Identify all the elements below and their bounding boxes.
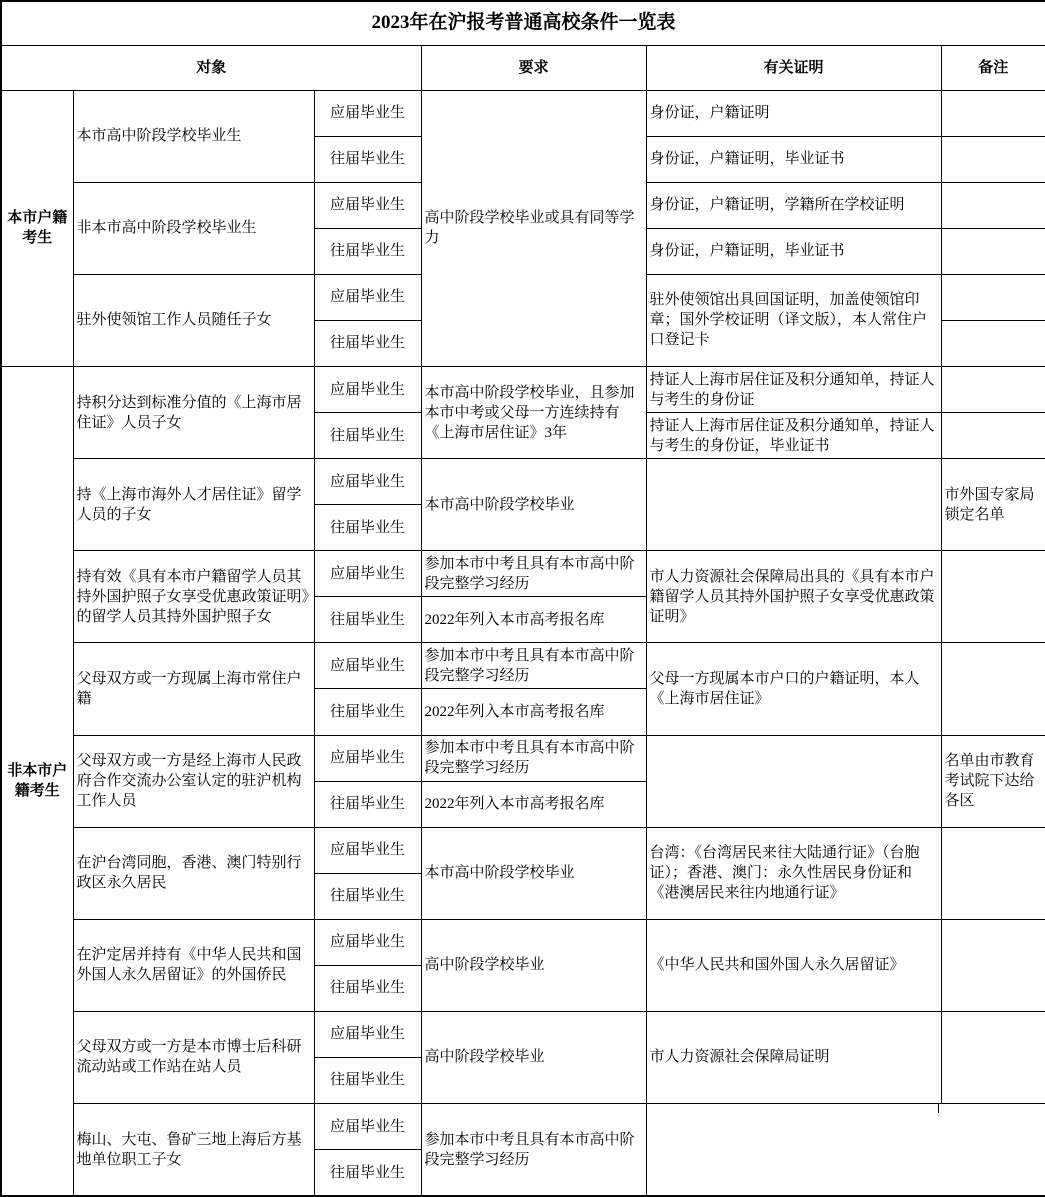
remark-cell bbox=[941, 1011, 1045, 1103]
remark-cell: 名单由市教育考试院下达给各区 bbox=[941, 735, 1045, 827]
remark-cell bbox=[941, 827, 1045, 919]
remark-cell bbox=[941, 228, 1045, 274]
certificate-cell: 身份证，户籍证明，毕业证书 bbox=[646, 136, 941, 182]
category-cell: 在沪定居并持有《中华人民共和国外国人永久居留证》的外国侨民 bbox=[73, 919, 314, 1011]
grad-type-cell: 往届毕业生 bbox=[314, 320, 421, 366]
certificate-cell: 市人力资源社会保障局证明 bbox=[646, 1011, 941, 1103]
grad-type-cell: 应届毕业生 bbox=[314, 1011, 421, 1057]
remark-cell bbox=[941, 320, 1045, 366]
category-cell: 父母双方或一方是经上海市人民政府合作交流办公室认定的驻沪机构工作人员 bbox=[73, 735, 314, 827]
category-cell: 本市高中阶段学校毕业生 bbox=[73, 90, 314, 182]
category-cell: 持《上海市海外人才居住证》留学人员的子女 bbox=[73, 459, 314, 551]
grad-type-cell: 应届毕业生 bbox=[314, 827, 421, 873]
header-remark: 备注 bbox=[941, 45, 1045, 90]
certificate-cell: 身份证，户籍证明，毕业证书 bbox=[646, 228, 941, 274]
grad-type-cell: 应届毕业生 bbox=[314, 919, 421, 965]
requirement-cell: 参加本市中考且具有本市高中阶段完整学习经历 bbox=[421, 1104, 646, 1197]
certificate-cell: 台湾：《台湾居民来往大陆通行证》（台胞证）；香港、澳门：永久性居民身份证和《港澳居民来往内地通行证》 bbox=[646, 827, 941, 919]
remark-cell: 市外国专家局锁定名单 bbox=[941, 459, 1045, 551]
grad-type-cell: 应届毕业生 bbox=[314, 643, 421, 689]
requirement-cell: 本市高中阶段学校毕业 bbox=[421, 459, 646, 551]
grad-type-cell: 应届毕业生 bbox=[314, 735, 421, 781]
grad-type-cell: 应届毕业生 bbox=[314, 1104, 421, 1150]
requirement-cell: 2022年列入本市高考报名库 bbox=[421, 781, 646, 827]
grad-type-cell: 应届毕业生 bbox=[314, 90, 421, 136]
requirement-cell: 本市高中阶段学校毕业，且参加本市中考或父母一方连续持有《上海市居住证》3年 bbox=[421, 367, 646, 459]
grad-type-cell: 应届毕业生 bbox=[314, 551, 421, 597]
grad-type-cell: 应届毕业生 bbox=[314, 367, 421, 413]
grad-type-cell: 应届毕业生 bbox=[314, 274, 421, 320]
remark-cell bbox=[941, 90, 1045, 136]
category-cell: 梅山、大屯、鲁矿三地上海后方基地单位职工子女 bbox=[73, 1104, 314, 1197]
remark-cell bbox=[941, 182, 1045, 228]
header-object: 对象 bbox=[1, 45, 421, 90]
section-label-local: 本市户籍考生 bbox=[1, 90, 73, 366]
certificate-remark-merged-cell bbox=[646, 1104, 1045, 1197]
remark-cell bbox=[941, 136, 1045, 182]
header-requirement: 要求 bbox=[421, 45, 646, 90]
remark-cell bbox=[941, 643, 1045, 735]
remark-cell bbox=[941, 551, 1045, 643]
category-cell: 非本市高中阶段学校毕业生 bbox=[73, 182, 314, 274]
remark-cell bbox=[941, 274, 1045, 320]
remark-cell bbox=[941, 367, 1045, 413]
table-title: 2023年在沪报考普通高校条件一览表 bbox=[1, 1, 1045, 45]
requirement-cell: 参加本市中考且具有本市高中阶段完整学习经历 bbox=[421, 551, 646, 597]
requirement-cell: 参加本市中考且具有本市高中阶段完整学习经历 bbox=[421, 643, 646, 689]
certificate-cell: 持证人上海市居住证及积分通知单，持证人与考生的身份证 bbox=[646, 367, 941, 413]
grad-type-cell: 往届毕业生 bbox=[314, 781, 421, 827]
grad-type-cell: 往届毕业生 bbox=[314, 873, 421, 919]
grad-type-cell: 往届毕业生 bbox=[314, 965, 421, 1011]
grad-type-cell: 往届毕业生 bbox=[314, 136, 421, 182]
certificate-cell: 驻外使领馆出具回国证明，加盖使领馆印章；国外学校证明（译文版），本人常住户口登记卡 bbox=[646, 274, 941, 366]
grad-type-cell: 往届毕业生 bbox=[314, 413, 421, 459]
grad-type-cell: 往届毕业生 bbox=[314, 689, 421, 735]
requirement-cell: 2022年列入本市高考报名库 bbox=[421, 597, 646, 643]
requirement-cell: 本市高中阶段学校毕业 bbox=[421, 827, 646, 919]
certificate-cell: 父母一方现属本市户口的户籍证明，本人《上海市居住证》 bbox=[646, 643, 941, 735]
category-cell: 父母双方或一方是本市博士后科研流动站或工作站在站人员 bbox=[73, 1011, 314, 1103]
category-cell: 父母双方或一方现属上海市常住户籍 bbox=[73, 643, 314, 735]
grad-type-cell: 应届毕业生 bbox=[314, 459, 421, 505]
grad-type-cell: 往届毕业生 bbox=[314, 1150, 421, 1196]
grad-type-cell: 往届毕业生 bbox=[314, 228, 421, 274]
category-cell: 持有效《具有本市户籍留学人员其持外国护照子女享受优惠政策证明》的留学人员其持外国护照子女 bbox=[73, 551, 314, 643]
certificate-cell bbox=[646, 735, 941, 827]
requirement-cell: 高中阶段学校毕业或具有同等学力 bbox=[421, 90, 646, 366]
grad-type-cell: 应届毕业生 bbox=[314, 182, 421, 228]
requirement-cell: 高中阶段学校毕业 bbox=[421, 919, 646, 1011]
requirement-cell: 2022年列入本市高考报名库 bbox=[421, 689, 646, 735]
remark-cell bbox=[941, 919, 1045, 1011]
category-cell: 在沪台湾同胞，香港、澳门特别行政区永久居民 bbox=[73, 827, 314, 919]
category-cell: 持积分达到标准分值的《上海市居住证》人员子女 bbox=[73, 367, 314, 459]
grad-type-cell: 往届毕业生 bbox=[314, 505, 421, 551]
requirement-cell: 参加本市中考且具有本市高中阶段完整学习经历 bbox=[421, 735, 646, 781]
certificate-cell: 《中华人民共和国外国人永久居留证》 bbox=[646, 919, 941, 1011]
grad-type-cell: 往届毕业生 bbox=[314, 1057, 421, 1103]
requirement-cell: 高中阶段学校毕业 bbox=[421, 1011, 646, 1103]
certificate-cell: 市人力资源社会保障局出具的《具有本市户籍留学人员其持外国护照子女享受优惠政策证明》 bbox=[646, 551, 941, 643]
certificate-cell: 持证人上海市居住证及积分通知单，持证人与考生的身份证，毕业证书 bbox=[646, 413, 941, 459]
grad-type-cell: 往届毕业生 bbox=[314, 597, 421, 643]
category-cell: 驻外使领馆工作人员随任子女 bbox=[73, 274, 314, 366]
section-label-nonlocal: 非本市户籍考生 bbox=[1, 367, 73, 1197]
remark-cell bbox=[941, 413, 1045, 459]
certificate-cell: 身份证，户籍证明 bbox=[646, 90, 941, 136]
certificate-cell bbox=[646, 459, 941, 551]
certificate-cell: 身份证，户籍证明，学籍所在学校证明 bbox=[646, 182, 941, 228]
header-certificate: 有关证明 bbox=[646, 45, 941, 90]
